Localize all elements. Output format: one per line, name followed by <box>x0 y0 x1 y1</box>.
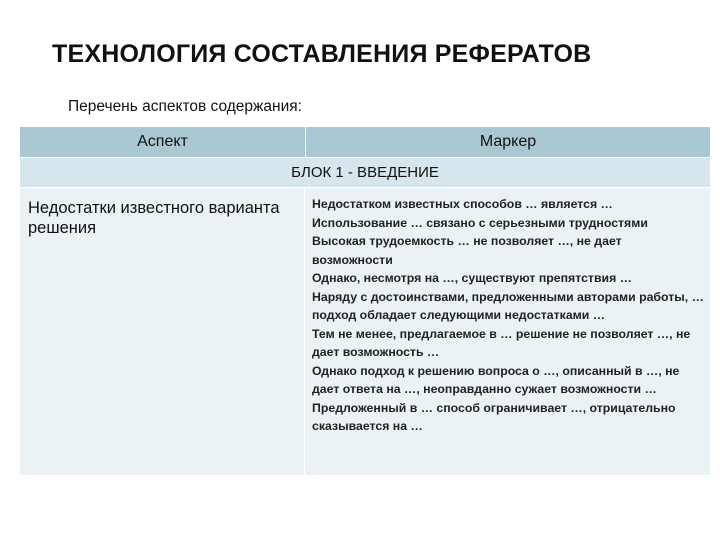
table-row <box>20 187 710 475</box>
column-header-aspect: Аспект <box>20 127 306 157</box>
marker-phrase: Наряду с достоинствами, предложенными авторами работы, … подход обладает следующими недостатками … <box>312 289 704 322</box>
marker-phrase: Тем не менее, предлагаемое в … решение не позволяет …, не дает возможность … <box>312 326 691 359</box>
marker-cell <box>305 188 710 475</box>
page-title: ТЕХНОЛОГИЯ СОСТАВЛЕНИЯ РЕФЕРАТОВ <box>52 40 592 68</box>
marker-phrase: Однако подход к решению вопроса о …, описанный в …, не дает ответа на …, неоправданно сужает возможности … <box>312 363 680 396</box>
marker-phrase: Предложенный в … способ ограничивает …, отрицательно сказывается на … <box>312 400 676 433</box>
page-subtitle: Перечень аспектов содержания: <box>68 98 302 115</box>
column-header-marker: Маркер <box>479 133 537 150</box>
aspects-table <box>20 127 710 475</box>
block-title-row: БЛОК 1 - ВВЕДЕНИЕ <box>20 157 710 187</box>
marker-phrase: Высокая трудоемкость … не позволяет …, не дает возможности <box>312 234 622 267</box>
marker-phrase: Использование … связано с серьезными трудностями <box>312 215 648 230</box>
aspect-cell: Недостатки известного варианта решения <box>20 188 305 475</box>
marker-phrase: Однако, несмотря на …, существуют препятствия … <box>312 271 632 285</box>
table-header-row <box>20 127 710 157</box>
marker-phrase: Недостатком известных способов … является … <box>312 197 613 211</box>
